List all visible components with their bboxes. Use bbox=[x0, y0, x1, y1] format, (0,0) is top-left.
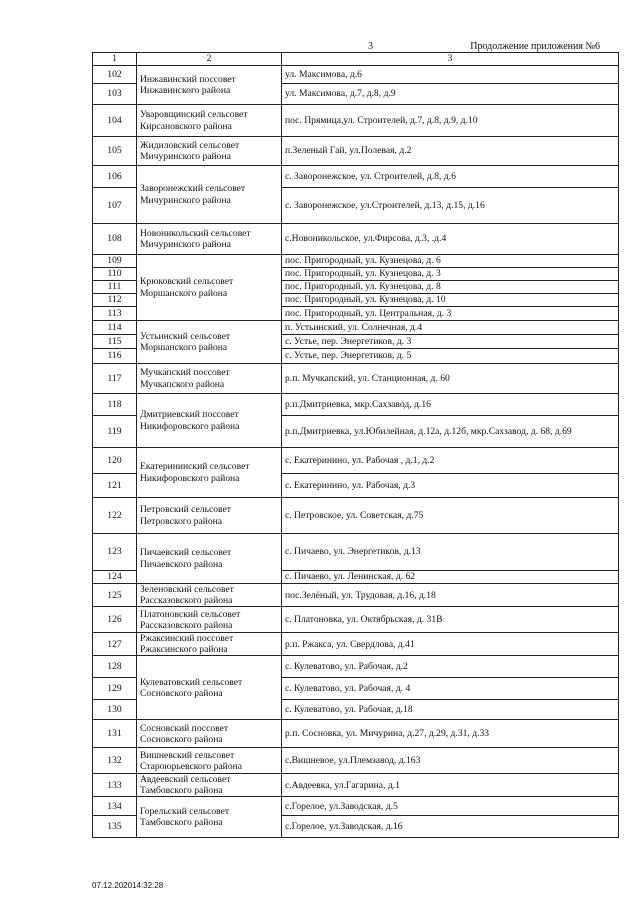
row-number: 127 bbox=[93, 633, 137, 656]
municipality-name: Петровский сельсовет Петровского района bbox=[137, 498, 282, 534]
table-row bbox=[93, 656, 619, 678]
address-cell: с. Устье, пер. Энергетиков, д. 5 bbox=[282, 349, 619, 364]
column-header: 3 bbox=[282, 53, 619, 66]
table-row bbox=[93, 137, 619, 166]
address-cell: с. Заворонежское, ул. Строителей, д.8, д.6 bbox=[282, 166, 619, 188]
address-cell: пос. Пригородный, ул. Кузнецова, д. 8 bbox=[282, 281, 619, 294]
table-row bbox=[93, 797, 619, 816]
continuation-note: Продолжение приложения №6 bbox=[470, 41, 600, 52]
table-row bbox=[93, 584, 619, 607]
address-cell: пос. Пригородный, ул. Кузнецова, д. 6 bbox=[282, 255, 619, 268]
row-number: 105 bbox=[93, 137, 137, 166]
address-cell: пос. Пригородный, ул. Кузнецова, д. 10 bbox=[282, 294, 619, 307]
address-cell: с. Екатеринино, ул. Рабочая , д.1, д.2 bbox=[282, 448, 619, 474]
address-cell: п.Зеленый Гай, ул.Полевая, д.2 bbox=[282, 137, 619, 166]
municipality-name: Сосновский поссовет Сосновского района bbox=[137, 720, 282, 748]
municipality-name: Жидиловский сельсовет Мичуринского района bbox=[137, 137, 282, 166]
row-number: 125 bbox=[93, 584, 137, 607]
municipality-name: Платоновский сельсовет Рассказовского района bbox=[137, 607, 282, 633]
table-row bbox=[93, 498, 619, 534]
table-row bbox=[93, 774, 619, 797]
address-cell: пос. Пригородный, ул. Кузнецова, д. 3 bbox=[282, 268, 619, 281]
row-number: 104 bbox=[93, 105, 137, 137]
row-number: 120 bbox=[93, 448, 137, 474]
address-cell: с. Пичаево, ул. Энергетиков, д.13 bbox=[282, 534, 619, 571]
municipality-name: Пичаевский сельсовет Пичаевского района bbox=[137, 534, 282, 584]
address-cell: с.Вишневое, ул.Племзавод, д.163 bbox=[282, 748, 619, 774]
table-row bbox=[93, 255, 619, 268]
municipality-name: Ржаксинский поссовет Ржаксинского района bbox=[137, 633, 282, 656]
municipality-name: Новоникольский сельсовет Мичуринского района bbox=[137, 224, 282, 255]
row-number: 121 bbox=[93, 474, 137, 498]
row-number: 102 bbox=[93, 66, 137, 84]
address-cell: с.Авдеевка, ул.Гагарина, д.1 bbox=[282, 774, 619, 797]
row-number: 110 bbox=[93, 268, 137, 281]
municipality-name: Заворонежский сельсовет Мичуринского района bbox=[137, 166, 282, 224]
municipality-name: Устьинский сельсовет Моршанского района bbox=[137, 321, 282, 364]
municipality-name: Мучкапский поссовет Мучкапского района bbox=[137, 364, 282, 394]
address-cell: р.п. Ржакса, ул. Свердлова, д.41 bbox=[282, 633, 619, 656]
address-cell: с. Екатеринино, ул. Рабочая, д.3 bbox=[282, 474, 619, 498]
table-row bbox=[93, 394, 619, 416]
address-cell: пос. Пригородный, ул. Центральная, д. 3 bbox=[282, 307, 619, 321]
column-header: 1 bbox=[93, 53, 137, 66]
table-row bbox=[93, 105, 619, 137]
address-cell: с. Кулеватово, ул. Рабочая, д.18 bbox=[282, 700, 619, 720]
table-row bbox=[93, 321, 619, 335]
address-cell: пос.Зелёный, ул. Трудовая, д.16, д.18 bbox=[282, 584, 619, 607]
table-header-row bbox=[93, 53, 619, 66]
address-cell: с. Платоновка, ул. Октябрьская, д. 31В bbox=[282, 607, 619, 633]
address-cell: р.п. Мучкапский, ул. Станционная, д. 60 bbox=[282, 364, 619, 394]
table-row bbox=[93, 166, 619, 188]
table-row bbox=[93, 224, 619, 255]
municipality-name: Уваровщинский сельсовет Кирсановского района bbox=[137, 105, 282, 137]
page-number: 3 bbox=[368, 41, 373, 52]
municipality-name: Екатерининский сельсовет Никифоровского района bbox=[137, 448, 282, 498]
row-number: 128 bbox=[93, 656, 137, 678]
print-timestamp: 07.12.202014:32:28 bbox=[92, 881, 164, 890]
row-number: 115 bbox=[93, 335, 137, 349]
row-number: 109 bbox=[93, 255, 137, 268]
address-cell: с.Горелое, ул.Заводская, д.5 bbox=[282, 797, 619, 816]
address-cell: с. Кулеватово, ул. Рабочая, д. 4 bbox=[282, 678, 619, 700]
row-number: 103 bbox=[93, 84, 137, 105]
row-number: 133 bbox=[93, 774, 137, 797]
municipality-name: Зеленовский сельсовет Рассказовского района bbox=[137, 584, 282, 607]
row-number: 123 bbox=[93, 534, 137, 571]
row-number: 134 bbox=[93, 797, 137, 816]
table-row bbox=[93, 633, 619, 656]
address-cell: ул. Максимова, д.6 bbox=[282, 66, 619, 84]
municipality-name: Вишневский сельсовет Староюрьевского района bbox=[137, 748, 282, 774]
row-number: 114 bbox=[93, 321, 137, 335]
table-row bbox=[93, 720, 619, 748]
row-number: 112 bbox=[93, 294, 137, 307]
row-number: 108 bbox=[93, 224, 137, 255]
row-number: 124 bbox=[93, 571, 137, 584]
row-number: 107 bbox=[93, 188, 137, 224]
row-number: 135 bbox=[93, 816, 137, 838]
row-number: 117 bbox=[93, 364, 137, 394]
addresses-table bbox=[92, 52, 619, 838]
municipality-name: Инжавинский поссовет Инжавинского района bbox=[137, 66, 282, 105]
address-cell: ул. Максимова, д.7, д.8, д.9 bbox=[282, 84, 619, 105]
table-row bbox=[93, 748, 619, 774]
row-number: 131 bbox=[93, 720, 137, 748]
table-row bbox=[93, 448, 619, 474]
row-number: 116 bbox=[93, 349, 137, 364]
address-cell: с. Пичаево, ул. Ленинская, д. 62 bbox=[282, 571, 619, 584]
row-number: 119 bbox=[93, 416, 137, 448]
row-number: 111 bbox=[93, 281, 137, 294]
address-cell: р.п.Дмитриевка, мкр.Сахзавод, д.16 bbox=[282, 394, 619, 416]
address-cell: р.п.Дмитриевка, ул.Юбилейная, д.12а, д.12б, мкр.Сахзавод, д. 68, д.69 bbox=[282, 416, 619, 448]
row-number: 118 bbox=[93, 394, 137, 416]
municipality-name: Дмитриевский поссовет Никифоровского района bbox=[137, 394, 282, 448]
address-cell: с.Новоникольское, ул.Фирсова, д.3, .д.4 bbox=[282, 224, 619, 255]
table-row bbox=[93, 364, 619, 394]
row-number: 126 bbox=[93, 607, 137, 633]
address-cell: пос. Прямица,ул. Строителей, д.7, д.8, д.9, д.10 bbox=[282, 105, 619, 137]
address-cell: с. Петровское, ул. Советская, д.75 bbox=[282, 498, 619, 534]
address-cell: с. Устье, пер. Энергетиков, д. 3 bbox=[282, 335, 619, 349]
row-number: 129 bbox=[93, 678, 137, 700]
row-number: 130 bbox=[93, 700, 137, 720]
address-cell: с.Горелое, ул.Заводская, д.16 bbox=[282, 816, 619, 838]
address-cell: с. Заворонежское, ул.Строителей, д.13, д.15, д.16 bbox=[282, 188, 619, 224]
municipality-name: Авдеевский сельсовет Тамбовского района bbox=[137, 774, 282, 797]
address-cell: п. Устьинский, ул. Солнечная, д.4 bbox=[282, 321, 619, 335]
address-cell: с. Кулеватово, ул. Рабочая, д.2 bbox=[282, 656, 619, 678]
row-number: 132 bbox=[93, 748, 137, 774]
municipality-name: Кулеватовский сельсовет Сосновского района bbox=[137, 656, 282, 720]
row-number: 113 bbox=[93, 307, 137, 321]
table-row bbox=[93, 607, 619, 633]
table-row bbox=[93, 534, 619, 571]
row-number: 122 bbox=[93, 498, 137, 534]
row-number: 106 bbox=[93, 166, 137, 188]
column-header: 2 bbox=[137, 53, 282, 66]
table-row bbox=[93, 66, 619, 84]
municipality-name: Горельский сельсовет Тамбовского района bbox=[137, 797, 282, 838]
address-cell: р.п. Сосновка, ул. Мичурина, д.27, д.29, д.31, д.33 bbox=[282, 720, 619, 748]
municipality-name: Крюковский сельсовет Моршанского района bbox=[137, 255, 282, 321]
